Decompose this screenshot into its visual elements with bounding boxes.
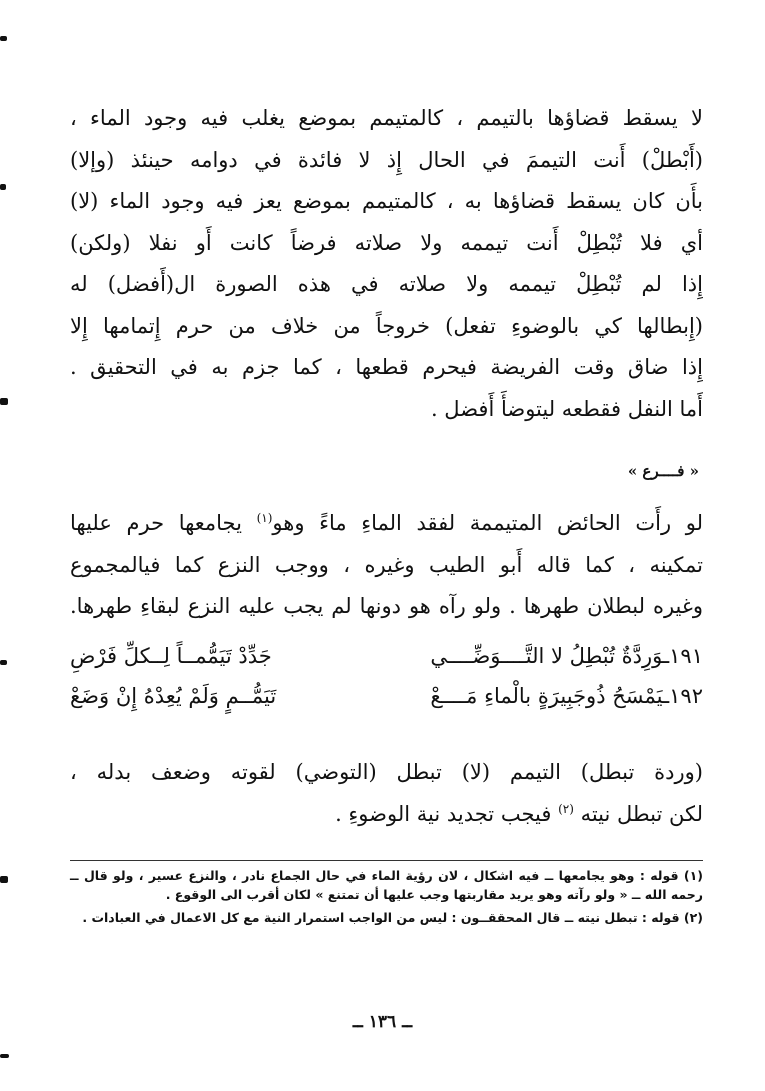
footnote-ref: (١) xyxy=(256,511,273,525)
text-line: بأَن كان يسقط قضاؤها به ، كالمتيمم بموضع يعز فيه وجود الماء (لا) xyxy=(70,189,703,213)
text-segment: لو رأَت الحائض المتيممة لفقد الماءِ ماءً وهو xyxy=(272,511,703,535)
page-number: ــ ١٣٦ ــ xyxy=(352,1012,413,1032)
text-segment: يجامعها حرم عليها xyxy=(70,511,242,535)
verse-number: ١٩١ xyxy=(669,644,703,668)
commentary-paragraph xyxy=(70,752,703,835)
text-line: أَما النفل فقطعه ليتوضأَ أَفضل . xyxy=(430,396,703,421)
verse-second-hemistich: جَدِّدْ تَيَمُّمــاً لِــكلِّ فَرْضِ xyxy=(70,644,272,668)
text-line: تمكينه ، كما قاله أَبو الطيب وغيره ، ووجب النزع كما فيالمجموع xyxy=(70,552,703,577)
footnote: (١) قوله : وهو يجامعها ــ فيه اشكال ، لان رؤية الماء في حال الجماع نادر ، والنزع عسير ، ولو قال ــ رحمه الله ــ « ولو رآته وهو يريد مقاربتها وجب عليها أن تمتنع » لكان أقرب الى الوقوع . xyxy=(70,868,703,902)
verse-line xyxy=(70,676,703,716)
poem-verses xyxy=(70,636,703,716)
text-line: إِذا لم تُبْطِلْ تيممه ولا صلاته في هذه الصورة ال(أَفضل) له xyxy=(70,272,703,296)
verse-number: ١٩٢ xyxy=(669,684,703,708)
text-line: وغيره لبطلان طهرها . ولو رآه هو دونها لم يجب عليه النزع لبقاءِ طهرها. xyxy=(70,594,703,618)
scan-mark xyxy=(0,36,7,41)
verse-second-hemistich: تَيَمُّــمٍ وَلَمْ يُعِدْهُ إِنْ وَضَعْ xyxy=(70,684,277,708)
text-line: (وردة تبطل) التيمم (لا) تبطل (التوضي) لقوته وضعف بدله ، xyxy=(70,760,703,784)
text-line xyxy=(70,794,703,836)
scan-mark xyxy=(0,398,8,405)
main-paragraph xyxy=(70,98,703,430)
verse-first-hemistich xyxy=(430,676,703,716)
verse-text: ـوَرِدَّةٌ تُبْطِلُ لا التَّــــوَضِّــــي xyxy=(430,644,670,668)
scan-mark xyxy=(0,1054,9,1058)
verse-first-hemistich xyxy=(430,636,703,676)
text-segment: فيجب تجديد نية الوضوءِ . xyxy=(335,801,552,826)
text-segment: لكن تبطل نيته xyxy=(580,801,703,826)
text-line: إِذا ضاق وقت الفريضة فيحرم قطعها ، كما جزم به في التحقيق . xyxy=(70,355,703,379)
verse-line xyxy=(70,636,703,676)
text-line: لا يسقط قضاؤها بالتيمم ، كالمتيمم بموضع يغلب فيه وجود الماء ، xyxy=(70,106,703,130)
footnote-divider xyxy=(70,860,703,861)
scan-mark xyxy=(0,876,8,883)
branch-paragraph xyxy=(70,503,703,628)
footnote: (٢) قوله : تبطل نيته ــ قال المحققــون : ليس من الواجب استمرار النية مع كل الاعمال في العبادات . xyxy=(82,910,703,925)
verse-text: ـيَمْسَحُ ذُوجَبِيرَةٍ بالْماءِ مَــــعْ xyxy=(430,684,670,708)
footnote-ref: (٢) xyxy=(558,801,574,816)
text-line: (إِبطالها كي بالوضوءِ تفعل) خروجاً من خلاف من حرم إِتمامها إِلا xyxy=(70,313,703,338)
scan-mark xyxy=(0,660,7,665)
text-line xyxy=(70,503,703,545)
text-line: (أَبْطلْ) أَنت التيممَ في الحال إِذ لا فائدة في دوامه حينئذ (وإلا) xyxy=(70,147,703,172)
text-line: أي فلا تُبْطِلْ أَنت تيممه ولا صلاته فرضاً كانت أَو نفلا (ولكن) xyxy=(70,230,703,255)
scan-mark xyxy=(0,184,6,190)
footnotes xyxy=(70,866,703,931)
section-heading: « فــــرع » xyxy=(627,462,699,480)
